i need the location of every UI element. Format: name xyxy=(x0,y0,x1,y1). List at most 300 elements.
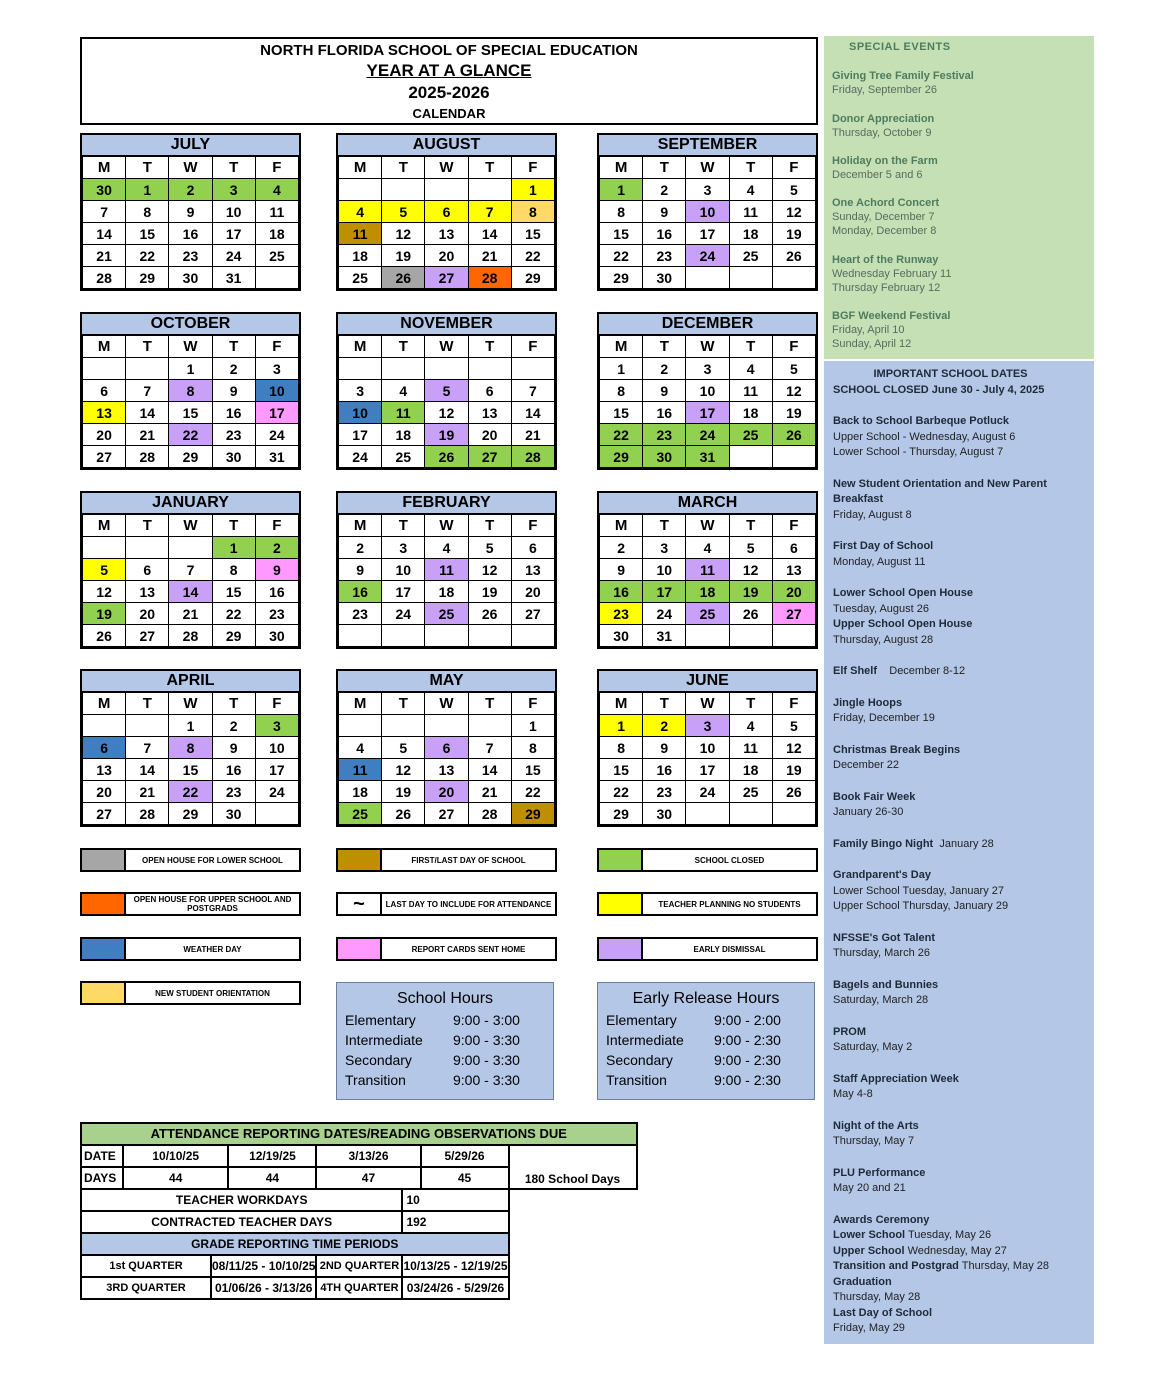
day-cell: 12 xyxy=(468,559,511,581)
hours-value: 9:00 - 3:30 xyxy=(453,1052,520,1068)
day-cell: 2 xyxy=(600,537,643,559)
weekday-header: M xyxy=(83,157,126,179)
day-cell: 13 xyxy=(772,559,815,581)
special-event-date: Sunday, December 7 xyxy=(832,211,935,223)
attendance-days: 45 xyxy=(421,1167,509,1189)
hours-value: 9:00 - 3:30 xyxy=(453,1072,520,1088)
day-cell: 28 xyxy=(83,267,126,289)
legend-label: WEATHER DAY xyxy=(183,944,242,954)
day-cell: 18 xyxy=(729,759,772,781)
month-title: FEBRUARY xyxy=(338,493,555,514)
school-hours-title: School Hours xyxy=(396,990,494,1007)
legend-swatch xyxy=(599,939,643,959)
weekday-header: M xyxy=(339,336,382,358)
early-release-title: Early Release Hours xyxy=(632,990,780,1007)
legend-label: EARLY DISMISSAL xyxy=(693,944,766,954)
day-cell: 9 xyxy=(169,201,212,223)
day-cell: 29 xyxy=(212,625,255,647)
day-cell: 25 xyxy=(339,803,382,825)
weekday-header: F xyxy=(511,336,554,358)
day-cell: 9 xyxy=(643,737,686,759)
day-cell: 2 xyxy=(169,179,212,201)
day-cell: 18 xyxy=(425,581,468,603)
special-event xyxy=(832,154,938,182)
day-cell: 14 xyxy=(468,223,511,245)
weekday-header: F xyxy=(772,336,815,358)
weekday-header: T xyxy=(126,336,169,358)
day-cell: 20 xyxy=(425,245,468,267)
day-cell: 15 xyxy=(126,223,169,245)
day-cell: 22 xyxy=(511,245,554,267)
day-cell: 22 xyxy=(600,424,643,446)
day-cell xyxy=(729,446,772,468)
day-cell: 30 xyxy=(212,446,255,468)
hours-value: 9:00 - 2:00 xyxy=(714,1012,781,1028)
weekday-header: F xyxy=(511,693,554,715)
date-label: DATE xyxy=(81,1145,123,1167)
division-name: Elementary xyxy=(606,1012,677,1028)
day-cell: 24 xyxy=(382,603,425,625)
day-cell: 3 xyxy=(339,380,382,402)
day-cell: 19 xyxy=(772,223,815,245)
special-event xyxy=(832,69,974,97)
day-cell: 14 xyxy=(169,581,212,603)
day-cell xyxy=(468,358,511,380)
day-cell: 2 xyxy=(339,537,382,559)
day-cell: 23 xyxy=(212,781,255,803)
event-title: PLU Performance xyxy=(833,1166,926,1179)
day-cell: 17 xyxy=(686,402,729,424)
division-name: Transition xyxy=(345,1072,406,1088)
day-cell: 8 xyxy=(600,201,643,223)
day-cell: 8 xyxy=(600,380,643,402)
day-cell: 12 xyxy=(83,581,126,603)
day-cell: 5 xyxy=(772,179,815,201)
day-cell: 19 xyxy=(425,424,468,446)
day-cell: 29 xyxy=(511,803,554,825)
day-cell: 22 xyxy=(511,781,554,803)
division-name: Intermediate xyxy=(345,1032,423,1048)
day-cell: 31 xyxy=(255,446,298,468)
month-august xyxy=(336,133,557,291)
month-march xyxy=(597,491,818,649)
day-cell xyxy=(425,625,468,647)
day-cell xyxy=(382,715,425,737)
day-cell: 26 xyxy=(382,803,425,825)
weekday-header: T xyxy=(729,157,772,179)
day-cell: 7 xyxy=(511,380,554,402)
event-title: Grandparent's Day xyxy=(833,869,931,881)
event-title: New Student Orientation and New Parent Breakfast xyxy=(833,477,1047,505)
day-cell: 22 xyxy=(600,781,643,803)
weekday-header: F xyxy=(255,336,298,358)
hours-row xyxy=(337,1030,553,1050)
day-cell: 7 xyxy=(169,559,212,581)
day-cell: 28 xyxy=(468,267,511,289)
weekday-header: F xyxy=(255,515,298,537)
weekday-header: W xyxy=(686,515,729,537)
day-cell: 24 xyxy=(339,446,382,468)
day-cell: 13 xyxy=(425,223,468,245)
day-cell: 26 xyxy=(772,245,815,267)
day-cell: 15 xyxy=(169,759,212,781)
event-date: Thursday, May 28 xyxy=(961,1260,1049,1272)
event-title: Upper School Open House xyxy=(833,618,973,630)
day-cell: 18 xyxy=(339,781,382,803)
weekday-header: T xyxy=(643,515,686,537)
day-cell: 14 xyxy=(83,223,126,245)
day-cell: 8 xyxy=(169,380,212,402)
day-cell: 5 xyxy=(382,201,425,223)
legend-label: REPORT CARDS SENT HOME xyxy=(411,944,526,954)
day-cell: 23 xyxy=(169,245,212,267)
month-october xyxy=(80,312,301,470)
hours-row xyxy=(337,1050,553,1070)
day-cell: 24 xyxy=(686,424,729,446)
day-cell: 17 xyxy=(643,581,686,603)
weekday-header: W xyxy=(686,336,729,358)
day-cell: 9 xyxy=(212,380,255,402)
day-cell: 16 xyxy=(212,759,255,781)
weekday-header: F xyxy=(772,515,815,537)
legend-item xyxy=(80,937,301,961)
day-cell: 25 xyxy=(729,424,772,446)
legend-label: OPEN HOUSE FOR UPPER SCHOOL AND POSTGRADS xyxy=(133,895,292,913)
quarter-dates: 10/13/25 - 12/19/25 xyxy=(402,1255,508,1277)
weekday-header: W xyxy=(169,515,212,537)
month-title: SEPTEMBER xyxy=(599,135,816,156)
day-cell: 12 xyxy=(772,737,815,759)
day-cell: 17 xyxy=(212,223,255,245)
day-cell xyxy=(339,358,382,380)
day-cell: 23 xyxy=(643,424,686,446)
day-cell: 17 xyxy=(686,223,729,245)
day-cell: 26 xyxy=(425,446,468,468)
weekday-header: M xyxy=(339,693,382,715)
weekday-header: T xyxy=(382,515,425,537)
day-cell: 28 xyxy=(169,625,212,647)
weekday-header: F xyxy=(772,157,815,179)
day-cell: 8 xyxy=(511,737,554,759)
division-name: Elementary xyxy=(345,1012,416,1028)
quarter-dates: 03/24/26 - 5/29/26 xyxy=(402,1277,508,1299)
attendance-title: ATTENDANCE REPORTING DATES/READING OBSERVATIONS DUE xyxy=(81,1123,637,1145)
day-cell: 21 xyxy=(126,781,169,803)
day-cell: 6 xyxy=(425,201,468,223)
day-cell: 24 xyxy=(686,781,729,803)
early-release-box xyxy=(597,982,815,1100)
day-cell: 21 xyxy=(511,424,554,446)
important-dates-list xyxy=(833,367,1088,1337)
teacher-workdays-value: 10 xyxy=(402,1189,508,1211)
weekday-header: M xyxy=(339,157,382,179)
event-title: Back to School Barbeque Potluck xyxy=(833,415,1010,427)
day-cell: 22 xyxy=(212,603,255,625)
day-cell: 10 xyxy=(643,559,686,581)
division-name: Transition xyxy=(606,1072,667,1088)
weekday-header: T xyxy=(643,336,686,358)
quarter-label: 1st QUARTER xyxy=(81,1255,211,1277)
day-cell: 18 xyxy=(729,402,772,424)
day-cell: 19 xyxy=(83,603,126,625)
day-cell: 27 xyxy=(511,603,554,625)
weekday-header: T xyxy=(468,515,511,537)
weekday-header: W xyxy=(425,693,468,715)
event-date: Friday, August 8 xyxy=(833,508,912,521)
day-cell xyxy=(83,537,126,559)
day-cell: 10 xyxy=(382,559,425,581)
day-cell: 18 xyxy=(339,245,382,267)
event-title: Bagels and Bunnies xyxy=(833,978,939,991)
day-cell: 9 xyxy=(255,559,298,581)
event-date: Thursday, August 28 xyxy=(833,633,934,646)
day-cell: 4 xyxy=(425,537,468,559)
day-cell: 23 xyxy=(643,245,686,267)
day-cell xyxy=(511,625,554,647)
day-cell xyxy=(339,715,382,737)
day-cell: 21 xyxy=(169,603,212,625)
day-cell: 17 xyxy=(255,402,298,424)
day-cell: 2 xyxy=(212,358,255,380)
day-cell: 21 xyxy=(126,424,169,446)
event-date: Tuesday, May 26 xyxy=(907,1229,992,1241)
day-cell xyxy=(169,537,212,559)
day-cell: 31 xyxy=(212,267,255,289)
day-cell: 25 xyxy=(425,603,468,625)
day-cell: 13 xyxy=(468,402,511,424)
contracted-days-value: 192 xyxy=(402,1211,508,1233)
day-cell: 9 xyxy=(339,559,382,581)
legend-swatch xyxy=(82,850,126,870)
day-cell: 11 xyxy=(382,402,425,424)
grade-periods-title: GRADE REPORTING TIME PERIODS xyxy=(81,1233,509,1255)
day-cell: 12 xyxy=(729,559,772,581)
legend-swatch xyxy=(82,939,126,959)
calendar-header xyxy=(80,37,818,125)
day-cell: 16 xyxy=(643,759,686,781)
day-cell: 11 xyxy=(339,223,382,245)
day-cell: 4 xyxy=(729,715,772,737)
weekday-header: T xyxy=(126,157,169,179)
weekday-header: T xyxy=(468,336,511,358)
weekday-header: W xyxy=(686,157,729,179)
days-label: DAYS xyxy=(81,1167,123,1189)
school-hours-box xyxy=(336,982,554,1100)
day-cell: 30 xyxy=(643,267,686,289)
month-title: JANUARY xyxy=(82,493,299,514)
day-cell xyxy=(339,625,382,647)
day-cell: 2 xyxy=(212,715,255,737)
day-cell: 29 xyxy=(169,803,212,825)
day-cell: 28 xyxy=(511,446,554,468)
special-event xyxy=(832,112,934,140)
day-cell xyxy=(126,358,169,380)
day-cell: 23 xyxy=(600,603,643,625)
special-event-date: Wednesday February 11 xyxy=(832,268,952,280)
weekday-header: T xyxy=(212,515,255,537)
day-cell xyxy=(425,179,468,201)
day-cell: 9 xyxy=(212,737,255,759)
month-december xyxy=(597,312,818,470)
event-title: Family Bingo Night xyxy=(833,837,934,850)
day-cell: 2 xyxy=(255,537,298,559)
attendance-date: 10/10/25 xyxy=(123,1145,228,1167)
day-cell: 8 xyxy=(169,737,212,759)
day-cell: 30 xyxy=(212,803,255,825)
day-cell: 15 xyxy=(511,223,554,245)
legend-swatch xyxy=(338,850,382,870)
day-cell: 30 xyxy=(600,625,643,647)
event-title: Night of the Arts xyxy=(833,1119,919,1132)
legend-label: OPEN HOUSE FOR LOWER SCHOOL xyxy=(142,855,283,865)
event-title: First Day of School xyxy=(833,540,934,552)
day-cell xyxy=(255,803,298,825)
day-cell: 17 xyxy=(686,759,729,781)
special-event-date: December 5 and 6 xyxy=(832,169,923,181)
weekday-header: M xyxy=(83,515,126,537)
attendance-date: 5/29/26 xyxy=(421,1145,509,1167)
special-event-date: Thursday, October 9 xyxy=(832,127,932,139)
day-cell: 1 xyxy=(600,179,643,201)
legend-label: LAST DAY TO INCLUDE FOR ATTENDANCE xyxy=(385,899,552,909)
division-name: Intermediate xyxy=(606,1032,684,1048)
hours-value: 9:00 - 2:30 xyxy=(714,1052,781,1068)
event-date: May 4-8 xyxy=(833,1088,873,1100)
weekday-header: W xyxy=(425,336,468,358)
day-cell: 13 xyxy=(126,581,169,603)
event-date: May 20 and 21 xyxy=(833,1182,906,1194)
special-event-title: One Achord Concert xyxy=(832,197,940,209)
month-february xyxy=(336,491,557,649)
month-title: MAY xyxy=(338,671,555,692)
day-cell: 12 xyxy=(772,201,815,223)
special-event-date: Sunday, April 12 xyxy=(832,338,912,350)
day-cell: 4 xyxy=(382,380,425,402)
day-cell: 14 xyxy=(511,402,554,424)
day-cell: 16 xyxy=(212,402,255,424)
day-cell xyxy=(83,358,126,380)
event-date: Saturday, March 28 xyxy=(833,994,929,1006)
weekday-header: T xyxy=(212,693,255,715)
weekday-header: T xyxy=(468,693,511,715)
hours-row xyxy=(598,1050,814,1070)
day-cell: 1 xyxy=(511,715,554,737)
day-cell: 20 xyxy=(83,424,126,446)
day-cell: 10 xyxy=(212,201,255,223)
day-cell: 25 xyxy=(686,603,729,625)
legend-item xyxy=(597,848,818,872)
day-cell: 27 xyxy=(83,803,126,825)
special-event-title: Giving Tree Family Festival xyxy=(832,70,974,82)
day-cell xyxy=(468,625,511,647)
day-cell: 5 xyxy=(382,737,425,759)
day-cell: 28 xyxy=(468,803,511,825)
day-cell: 22 xyxy=(169,781,212,803)
division-name: Secondary xyxy=(606,1052,673,1068)
day-cell: 21 xyxy=(468,245,511,267)
day-cell: 7 xyxy=(126,737,169,759)
day-cell: 18 xyxy=(729,223,772,245)
day-cell: 24 xyxy=(255,424,298,446)
event-subtitle: Lower School xyxy=(833,1229,906,1241)
day-cell: 27 xyxy=(425,803,468,825)
school-name: NORTH FLORIDA SCHOOL OF SPECIAL EDUCATION xyxy=(260,42,638,59)
hours-value: 9:00 - 3:30 xyxy=(453,1032,520,1048)
day-cell: 15 xyxy=(600,759,643,781)
day-cell: 2 xyxy=(643,715,686,737)
day-cell: 10 xyxy=(686,201,729,223)
day-cell xyxy=(83,715,126,737)
day-cell: 15 xyxy=(600,223,643,245)
day-cell: 26 xyxy=(729,603,772,625)
day-cell: 12 xyxy=(772,380,815,402)
day-cell: 25 xyxy=(339,267,382,289)
day-cell xyxy=(511,358,554,380)
day-cell: 6 xyxy=(511,537,554,559)
weekday-header: W xyxy=(686,693,729,715)
day-cell xyxy=(468,715,511,737)
day-cell: 1 xyxy=(511,179,554,201)
special-event xyxy=(832,196,939,238)
weekday-header: W xyxy=(169,336,212,358)
day-cell: 20 xyxy=(468,424,511,446)
event-date: Upper School - Wednesday, August 6 xyxy=(833,430,1016,443)
day-cell: 30 xyxy=(255,625,298,647)
day-cell: 6 xyxy=(83,380,126,402)
legend-swatch xyxy=(599,894,643,914)
day-cell: 14 xyxy=(126,759,169,781)
day-cell: 5 xyxy=(425,380,468,402)
event-date: Saturday, May 2 xyxy=(833,1041,913,1053)
contracted-days-label: CONTRACTED TEACHER DAYS xyxy=(81,1211,402,1233)
day-cell: 8 xyxy=(126,201,169,223)
day-cell: 9 xyxy=(643,201,686,223)
day-cell: 18 xyxy=(255,223,298,245)
day-cell: 2 xyxy=(643,358,686,380)
day-cell: 15 xyxy=(511,759,554,781)
weekday-header: T xyxy=(382,336,425,358)
day-cell: 23 xyxy=(339,603,382,625)
month-title: DECEMBER xyxy=(599,314,816,335)
hours-row xyxy=(598,1070,814,1090)
event-title: Staff Appreciation Week xyxy=(833,1072,959,1085)
weekday-header: T xyxy=(212,157,255,179)
day-cell: 24 xyxy=(643,603,686,625)
day-cell xyxy=(772,446,815,468)
special-event-date: Monday, December 8 xyxy=(832,225,937,237)
day-cell: 19 xyxy=(382,781,425,803)
day-cell: 7 xyxy=(468,201,511,223)
day-cell: 20 xyxy=(511,581,554,603)
event-title: Christmas Break Begins xyxy=(833,743,961,756)
day-cell: 28 xyxy=(126,803,169,825)
day-cell xyxy=(468,179,511,201)
event-date: Friday, December 19 xyxy=(833,712,935,724)
calendar-subtitle: CALENDAR xyxy=(412,106,486,121)
day-cell: 19 xyxy=(772,402,815,424)
day-cell: 26 xyxy=(468,603,511,625)
day-cell: 25 xyxy=(382,446,425,468)
attendance-days: 44 xyxy=(228,1167,316,1189)
legend-item xyxy=(80,848,301,872)
month-title: OCTOBER xyxy=(82,314,299,335)
day-cell: 25 xyxy=(729,781,772,803)
day-cell: 4 xyxy=(339,737,382,759)
day-cell: 1 xyxy=(212,537,255,559)
day-cell: 25 xyxy=(729,245,772,267)
day-cell: 9 xyxy=(600,559,643,581)
month-september xyxy=(597,133,818,291)
